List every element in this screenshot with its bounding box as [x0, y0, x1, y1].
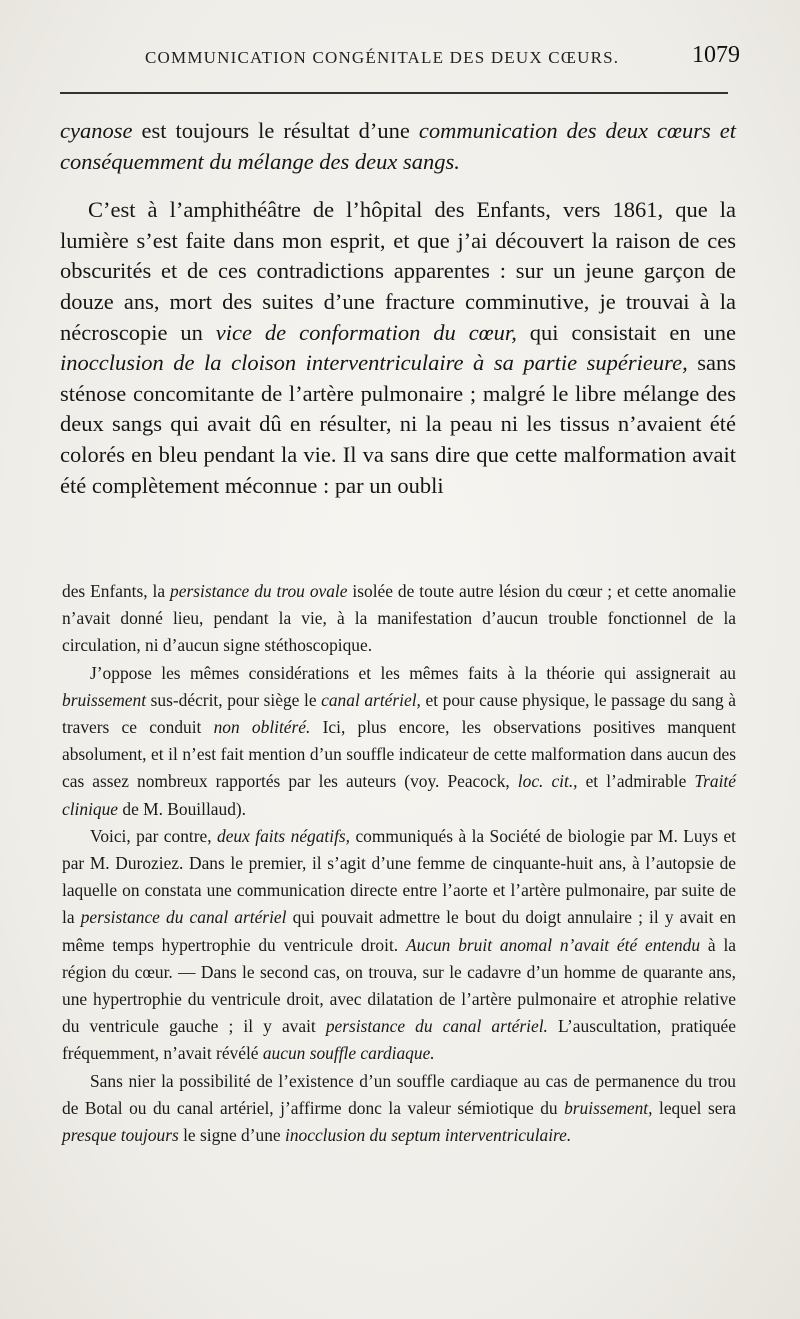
- italic-run: inocclusion du septum interventriculaire.: [285, 1125, 572, 1146]
- text-run: et pour cause physique, le passage du sang à travers ce conduit: [62, 689, 737, 738]
- italic-run: vice de conformation du cœur,: [215, 319, 517, 345]
- text-run: sus-décrit, pour siège le: [146, 689, 322, 710]
- italic-run: deux faits négatifs,: [217, 825, 351, 846]
- italic-run: persistance du trou ovale: [170, 581, 348, 601]
- header-rule: [60, 92, 728, 94]
- italic-run: non oblitéré.: [213, 717, 311, 738]
- text-run: J’oppose les mêmes considérations et les mêmes faits à la théorie qui assignerait au: [90, 662, 736, 683]
- italic-run: persistance du canal artériel.: [325, 1016, 548, 1037]
- italic-run: loc. cit.,: [517, 771, 578, 792]
- text-run: isolée de toute autre lésion du cœur ; et cette anomalie n’avait donné lieu, pendant la vie, à la manifestation d’aucun trouble fonctionnel de la circulation, ni d’aucun signe stéthoscopique.: [62, 581, 737, 656]
- italic-run: bruissement: [62, 689, 147, 710]
- page-header: [60, 42, 740, 76]
- text-run: Ici, plus encore, les observations positives manquent absolument, et il n’est fait mention d’un souffle indicateur de cette malformation dans aucun des cas assez nombreux rapportés par les auteurs (voy. Peacock,: [62, 717, 736, 792]
- italic-run: bruissement,: [564, 1097, 653, 1118]
- page-number: 1079: [692, 42, 740, 68]
- text-run: communiqués à la Société de biologie par M. Luys et par M. Duroziez. Dans le premier, il s’agit d’une femme de cinquante-huit ans, à l’autopsie de laquelle on constata une communication directe entre l’aorte et l’artère pulmonaire, par suite de la: [62, 825, 736, 928]
- main-paragraph-2: [60, 195, 736, 501]
- text-run: qui consistait en une: [516, 319, 736, 345]
- text-run: Sans nier la possibilité de l’existence d’un souffle cardiaque au cas de permanence du trou de Botal ou du canal artériel, j’affirme donc la valeur sémiotique du: [62, 1070, 736, 1118]
- footnote-paragraph-4: [62, 1068, 736, 1150]
- text-run: est toujours le résultat d’une: [132, 118, 419, 143]
- text-run: Voici, par contre,: [90, 825, 217, 846]
- italic-run: communication des deux cœurs et conséquemment du mélange des deux sangs.: [60, 118, 736, 174]
- footnote-paragraph-3: [62, 823, 736, 1068]
- running-head: COMMUNICATION CONGÉNITALE DES DEUX CŒURS.: [145, 48, 620, 67]
- text-run: sans sténose concomitante de l’artère pulmonaire ; malgré le libre mélange des deux sangs qui avait dû en résulter, ni la peau ni les tissus n’avaient été colorés en bleu pendant la vie. Il va sans dire que cette malformation avait été complètement méconnue : par un oubli: [60, 350, 736, 498]
- main-paragraph-1: [60, 116, 736, 177]
- text-run: des Enfants, la: [62, 581, 171, 601]
- main-text: [60, 116, 736, 501]
- text-run: et l’admirable: [577, 771, 695, 792]
- italic-run: cyanose: [60, 118, 133, 143]
- italic-run: Aucun bruit anomal n’avait été entendu: [405, 934, 701, 955]
- text-run: de M. Bouillaud).: [118, 798, 247, 819]
- text-run: lequel sera: [652, 1097, 736, 1118]
- text-run: qui pouvait admettre le bout du doigt annulaire ; il y avait en même temps hypertrophie du ventricule droit.: [62, 907, 736, 955]
- italic-run: aucun souffle cardiaque.: [262, 1043, 435, 1064]
- text-run: à la région du cœur. — Dans le second cas, on trouva, sur le cadavre d’un homme de quarante ans, une hypertrophie du ventricule droit, avec dilatation de l’artère pulmonaire et atrophie relative du ventricule gauche ; il y avait: [62, 934, 736, 1037]
- footnote-paragraph-1: [62, 578, 736, 660]
- italic-run: canal artériel,: [321, 689, 421, 710]
- footnote-paragraph-2: [62, 660, 736, 823]
- text-run: C’est à l’amphithéâtre de l’hôpital des Enfants, vers 1861, que la lumière s’est faite dans mon esprit, et que j’ai découvert la raison de ces obscurités et de ces contradictions apparentes : sur un jeune garçon de douze ans, mort des suites d’une fracture comminutive, je trouvai à la nécroscopie un: [60, 197, 736, 345]
- italic-run: persistance du canal artériel: [80, 907, 287, 928]
- text-run: L’auscultation, pratiquée fréquemment, n’avait révélé: [62, 1016, 736, 1064]
- italic-run: presque toujours: [62, 1125, 179, 1146]
- text-run: le signe d’une: [178, 1125, 285, 1146]
- footnote-text: [62, 578, 736, 1149]
- italic-run: inocclusion de la cloison interventriculaire à sa partie supérieure,: [60, 350, 688, 376]
- italic-run: Traité clinique: [62, 771, 736, 819]
